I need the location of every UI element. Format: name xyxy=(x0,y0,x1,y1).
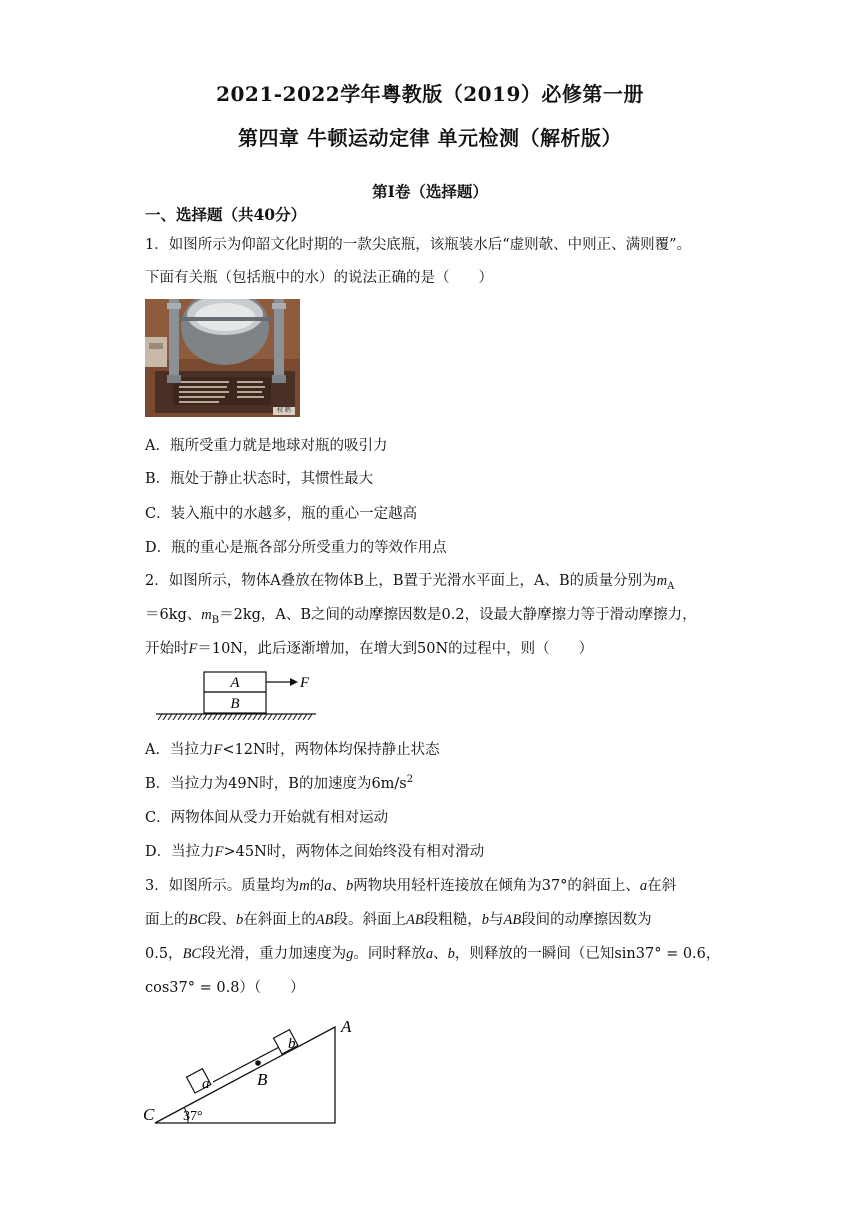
q3-line1: 3．如图所示。质量均为m的a、b两物块用轻杆连接放在倾角为37°的斜面上、a在斜 xyxy=(145,878,677,894)
photo-caption: 权 鹤 xyxy=(277,407,291,414)
fig-label-b: b xyxy=(288,1036,296,1052)
q1-option-b: B．瓶处于静止状态时，其惯性最大 xyxy=(145,471,374,487)
q1-option-a: A．瓶所受重力就是地球对瓶的吸引力 xyxy=(145,438,388,454)
q1-option-c: C．装入瓶中的水越多，瓶的重心一定越高 xyxy=(145,506,418,522)
doc-title-line1: 2021-2022学年粤教版（2019）必修第一册 xyxy=(216,82,644,106)
q3-line2: 面上的BC段、b在斜面上的AB段。斜面上AB段粗糙，b与AB段间的动摩擦因数为 xyxy=(145,912,652,928)
q2-line1: 2．如图所示，物体A叠放在物体B上，B置于光滑水平面上，A、B的质量分别为$m_A$ xyxy=(145,573,675,592)
q2-line3: 开始时F＝10N，此后逐渐增加，在增大到50N的过程中，则（ ） xyxy=(145,641,594,657)
q3-line3: 0.5，BC段光滑，重力加速度为g。同时释放a、b，则释放的一瞬间（已知sin37° = 0.6， xyxy=(145,946,721,962)
q2-option-b: B．当拉力为49N时，B的加速度为$6m/s^2$ xyxy=(145,774,414,792)
q2-option-a: A．当拉力F<12N时，两物体均保持静止状态 xyxy=(145,742,440,758)
vase-photo xyxy=(145,299,300,417)
fig-label-point-b: B xyxy=(257,1070,268,1089)
connecting-rod xyxy=(213,1045,283,1082)
incline-triangle xyxy=(155,1027,335,1123)
label-b: B xyxy=(230,696,240,712)
fig-label-a: a xyxy=(202,1076,210,1092)
q2-option-d: D．当拉力F>45N时，两物体之间始终没有相对滑动 xyxy=(145,844,485,860)
fig-label-point-c: C xyxy=(143,1105,155,1124)
label-a: A xyxy=(230,675,240,691)
q1-option-d: D．瓶的重心是瓶各部分所受重力的等效作用点 xyxy=(145,540,447,556)
q2-line2: ＝6kg、$m_B=2kg$，A、B之间的动摩擦因数是0.2，设最大静摩擦力等于滑动摩擦力， xyxy=(145,607,697,626)
point-b-dot xyxy=(255,1060,261,1066)
fig-angle-label: 37° xyxy=(183,1109,203,1124)
q3-line4: cos37° = 0.8）（ ） xyxy=(145,980,305,996)
section-heading: 一、选择题（共40分） xyxy=(145,205,307,224)
fig-label-point-a: A xyxy=(341,1017,352,1036)
q1-line2: 下面有关瓶（包括瓶中的水）的说法正确的是（ ） xyxy=(145,270,493,286)
q2-option-c: C．两物体间从受力开始就有相对运动 xyxy=(145,810,389,826)
incline-diagram xyxy=(140,1012,370,1132)
doc-title-line2: 第四章 牛顿运动定律 单元检测（解析版） xyxy=(238,126,622,150)
q1-line1: 1．如图所示为仰韶文化时期的一款尖底瓶，该瓶装水后“虚则欹、中则正、满则覆”。 xyxy=(145,237,692,253)
volume-heading: 第Ⅰ卷（选择题） xyxy=(372,182,488,201)
blocks-diagram xyxy=(150,668,320,724)
label-f: F xyxy=(300,675,310,691)
